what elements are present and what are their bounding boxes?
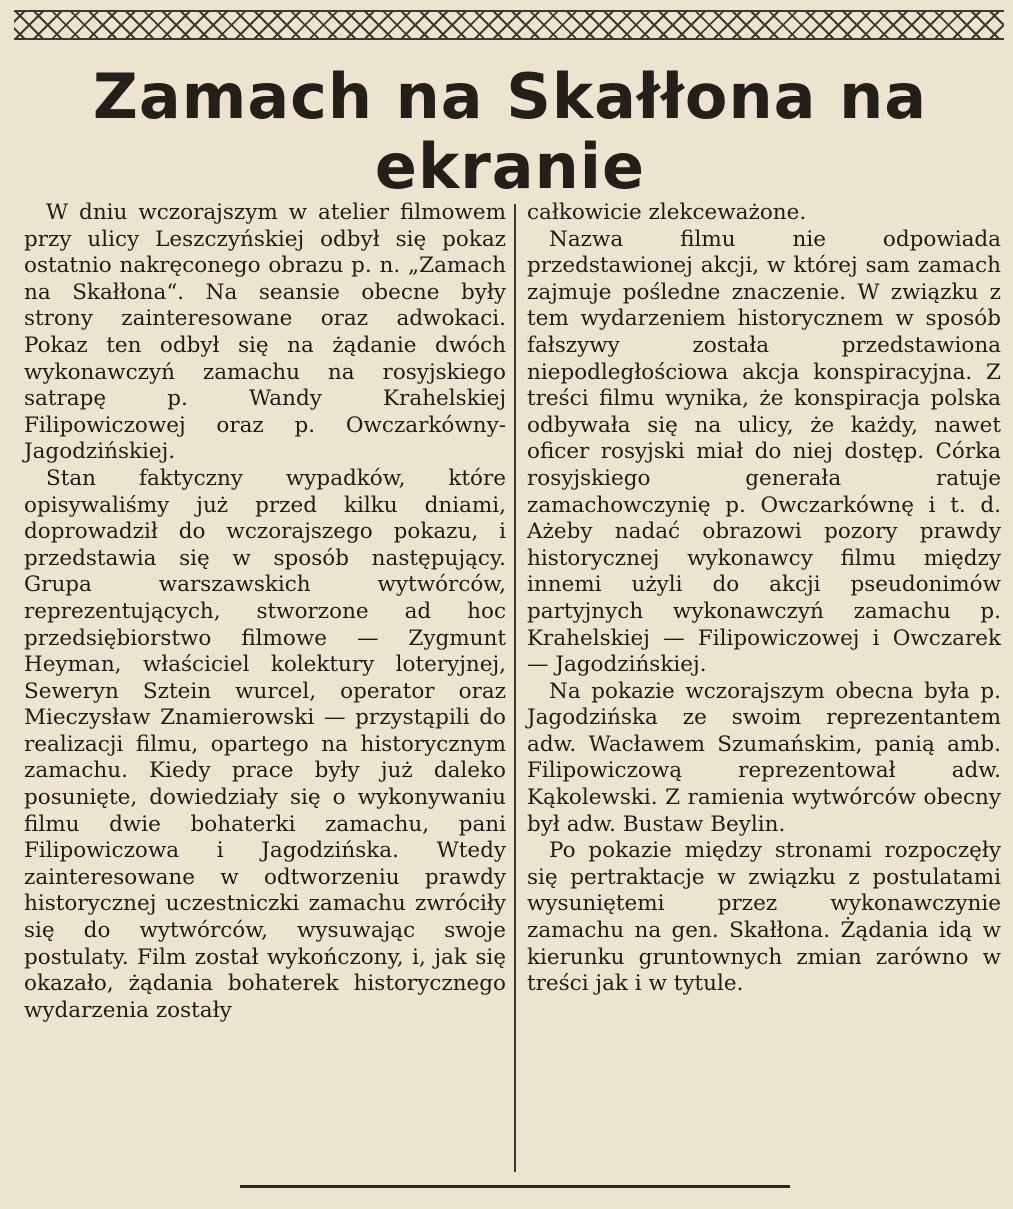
article-column-right: [527, 200, 1001, 998]
paragraph-5: Po pokazie między stronami rozpoczęły się pertraktacje w związku z postulatami wysuniętemi przez wykonawczynie zamachu na gen. Skałłona. Żądania idą w kierunku gruntownych zmian zarówno w treści jak i w tytule.: [527, 838, 1001, 997]
bottom-divider: [240, 1185, 790, 1188]
paragraph-2-continued: całkowicie zlekceważone.: [527, 200, 807, 225]
paragraph-4: Na pokazie wczorajszym obecna była p. Jagodzińska ze swoim reprezentantem adw. Wacławem Szumańskim, panią amb. Filipowiczową reprezentował adw. Kąkolewski. Z ramienia wytwórców obecny był adw. Bustaw Beylin.: [527, 678, 1001, 837]
cut-off-next-headline: [240, 1194, 1010, 1209]
column-divider: [514, 204, 516, 1172]
article-column-left: [24, 200, 506, 1024]
article-headline: Zamach na Skałłona na ekranie: [92, 60, 928, 203]
decorative-border-top: [14, 10, 1004, 40]
paragraph-1: W dniu wczorajszym w atelier filmowem przy ulicy Leszczyńskiej odbył się pokaz ostatnio nakręconego obrazu p. n. „Zamach na Skałłona“. Na seansie obecne były strony zainteresowane oraz adwokaci. Pokaz ten odbył się na żądanie dwóch wykonawczyń zamachu na rosyjskiego satrapę p. Wandy Krahelskiej Filipowiczowej oraz p. Owczarkówny-Jagodzińskiej.: [24, 200, 506, 465]
paragraph-3: Nazwa filmu nie odpowiada przedstawionej akcji, w której sam zamach zajmuje pośledne znaczenie. W związku z tem wydarzeniem historycznem w sposób fałszywy została przedstawiona niepodległościowa akcja konspiracyjna. Z treści filmu wynika, że konspiracja polska odbywała się na ulicy, że każdy, nawet oficer rosyjski miał do niej dostęp. Córka rosyjskiego generała ratuje zamachowczynię p. Owczarkównę i t. d. Ażeby nadać obrazowi pozory prawdy historycznej wykonawcy filmu między innemi użyli do akcji pseudonimów partyjnych wykonawczyń zamachu p. Krahelskiej — Filipowiczowej i Owczarek — Jagodzińskiej.: [527, 226, 1001, 678]
paragraph-2: Stan faktyczny wypadków, które opisywaliśmy już przed kilku dniami, doprowadził do wczorajszego pokazu, i przedstawia się w sposób następujący. Grupa warszawskich wytwórców, reprezentujących, stworzone ad hoc przedsiębiorstwo filmowe — Zygmunt Heyman, właściciel kolektury loteryjnej, Seweryn Sztein wurcel, operator oraz Mieczysław Znamierowski — przystąpili do realizacji filmu, opartego na historycznym zamachu. Kiedy prace były już daleko posunięte, dowiedziały się o wykonywaniu filmu dwie bohaterki zamachu, pani Filipowiczowa i Jagodzińska. Wtedy zainteresowane w odtworzeniu prawdy historycznej uczestniczki zamachu zwróciły się do wytwórców, wysuwając swoje postulaty. Film został wykończony, i, jak się okazało, żądania bohaterek historycznego wydarzenia zostały: [24, 465, 506, 1023]
